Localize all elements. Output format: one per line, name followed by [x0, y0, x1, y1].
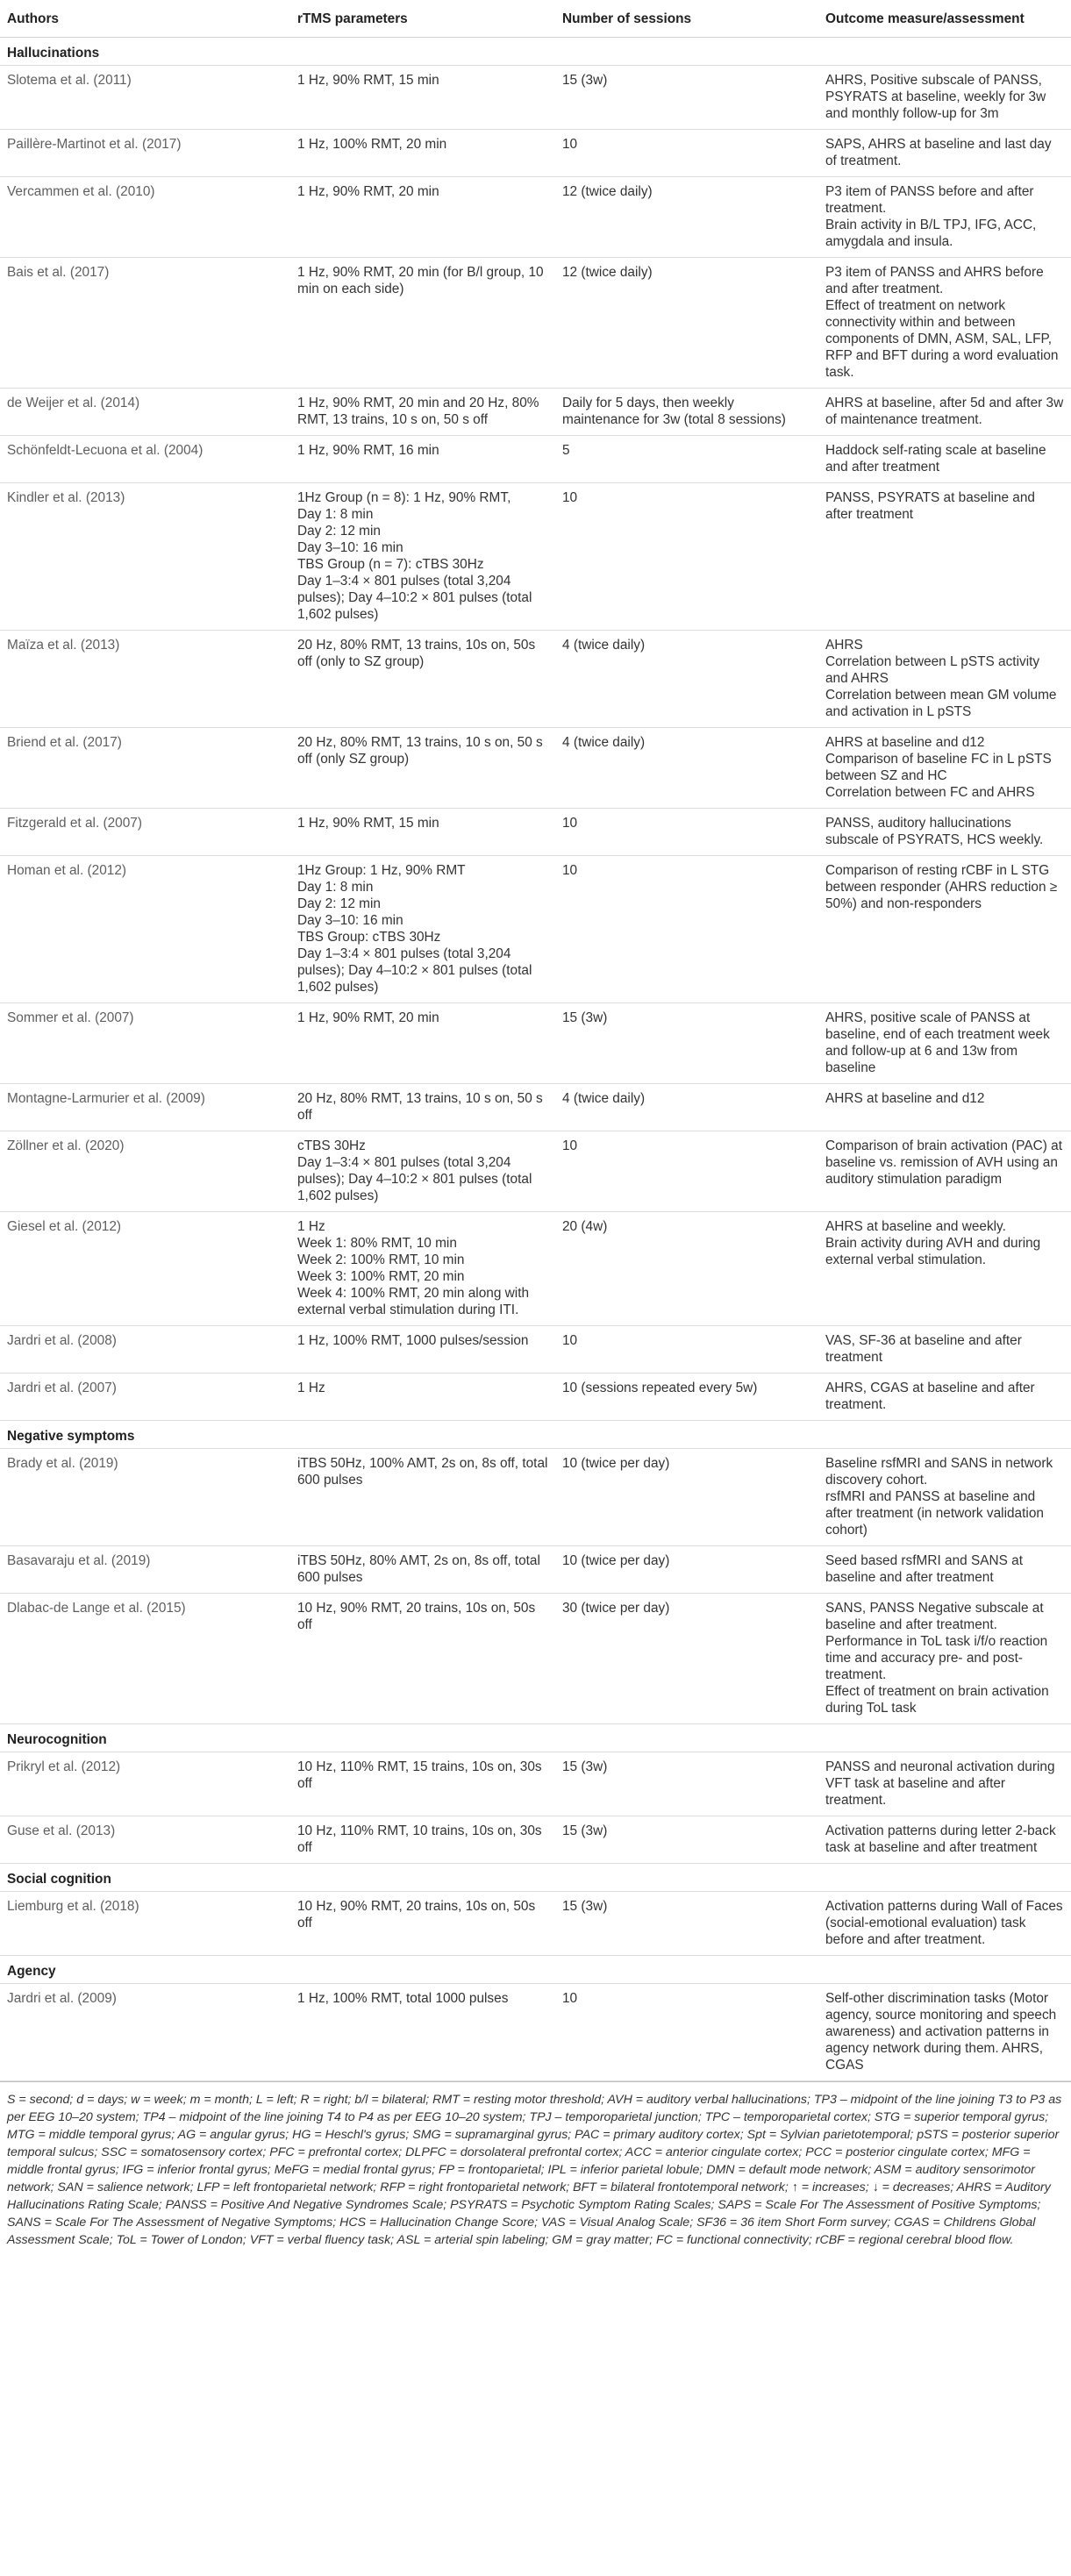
table-row	[0, 177, 1071, 258]
author-cell: Jardri et al. (2008)	[0, 1326, 290, 1374]
outcome-cell: PANSS, PSYRATS at baseline and after treatment	[818, 483, 1071, 631]
author-cell: Maïza et al. (2013)	[0, 631, 290, 728]
rtms-parameters-cell: 1 Hz	[290, 1374, 555, 1421]
rtms-parameters-cell: 1 Hz, 90% RMT, 15 min	[290, 809, 555, 856]
author-cell: Liemburg et al. (2018)	[0, 1892, 290, 1956]
outcome-cell: AHRS at baseline and weekly. Brain activity during AVH and during external verbal stimulation.	[818, 1212, 1071, 1326]
rtms-parameters-cell: 1 Hz, 100% RMT, 20 min	[290, 130, 555, 177]
table-row	[0, 1326, 1071, 1374]
table-row	[0, 1212, 1071, 1326]
sessions-cell: 10 (twice per day)	[555, 1546, 818, 1594]
table-row	[0, 1131, 1071, 1212]
outcome-cell: AHRS, Positive subscale of PANSS, PSYRATS at baseline, weekly for 3w and monthly follow-up for 3m	[818, 66, 1071, 130]
rtms-parameters-cell: iTBS 50Hz, 100% AMT, 2s on, 8s off, total 600 pulses	[290, 1449, 555, 1546]
table-row	[0, 1003, 1071, 1084]
author-cell: Brady et al. (2019)	[0, 1449, 290, 1546]
outcome-cell: SAPS, AHRS at baseline and last day of treatment.	[818, 130, 1071, 177]
outcome-cell: PANSS and neuronal activation during VFT task at baseline and after treatment.	[818, 1752, 1071, 1816]
sessions-cell: 10	[555, 1984, 818, 2081]
author-cell: Slotema et al. (2011)	[0, 66, 290, 130]
rtms-parameters-cell: 10 Hz, 90% RMT, 20 trains, 10s on, 50s off	[290, 1892, 555, 1956]
sessions-cell: 10	[555, 1326, 818, 1374]
table-row	[0, 728, 1071, 809]
section-title: Negative symptoms	[0, 1421, 1071, 1449]
outcome-cell: AHRS at baseline and d12	[818, 1084, 1071, 1131]
rtms-parameters-cell: 10 Hz, 90% RMT, 20 trains, 10s on, 50s off	[290, 1594, 555, 1724]
table-row	[0, 1449, 1071, 1546]
outcome-cell: SANS, PANSS Negative subscale at baseline and after treatment. Performance in ToL task i/f/o reaction time and accuracy pre- and post-treatment. Effect of treatment on brain activation during ToL task	[818, 1594, 1071, 1724]
rtms-parameters-cell: 1 Hz, 100% RMT, total 1000 pulses	[290, 1984, 555, 2081]
section-title: Neurocognition	[0, 1724, 1071, 1752]
table-row	[0, 1374, 1071, 1421]
sessions-cell: 10	[555, 856, 818, 1003]
table-row	[0, 856, 1071, 1003]
sessions-cell: 15 (3w)	[555, 1003, 818, 1084]
sessions-cell: 10	[555, 1131, 818, 1212]
sessions-cell: 20 (4w)	[555, 1212, 818, 1326]
header-outcome-measure: Outcome measure/assessment	[818, 0, 1071, 38]
sessions-cell: 10	[555, 483, 818, 631]
rtms-parameters-cell: 1 Hz, 100% RMT, 1000 pulses/session	[290, 1326, 555, 1374]
author-cell: Schönfeldt-Lecuona et al. (2004)	[0, 436, 290, 483]
table-row	[0, 1546, 1071, 1594]
table-row	[0, 1084, 1071, 1131]
table-row	[0, 1816, 1071, 1864]
header-number-of-sessions: Number of sessions	[555, 0, 818, 38]
outcome-cell: P3 item of PANSS and AHRS before and after treatment. Effect of treatment on network connectivity within and between components of DMN, ASM, SAL, LFP, RFP and BFT during a word evaluation task.	[818, 258, 1071, 389]
sessions-cell: 15 (3w)	[555, 66, 818, 130]
outcome-cell: Self-other discrimination tasks (Motor agency, source monitoring and speech awareness) and activation patterns in agency network during them. AHRS, CGAS	[818, 1984, 1071, 2081]
rtms-parameters-cell: 1 Hz, 90% RMT, 20 min and 20 Hz, 80% RMT, 13 trains, 10 s on, 50 s off	[290, 389, 555, 436]
section-row	[0, 38, 1071, 66]
rtms-parameters-cell: 10 Hz, 110% RMT, 15 trains, 10s on, 30s off	[290, 1752, 555, 1816]
sessions-cell: 30 (twice per day)	[555, 1594, 818, 1724]
author-cell: Briend et al. (2017)	[0, 728, 290, 809]
author-cell: Giesel et al. (2012)	[0, 1212, 290, 1326]
rtms-parameters-cell: 1 Hz, 90% RMT, 20 min (for B/l group, 10 min on each side)	[290, 258, 555, 389]
outcome-cell: PANSS, auditory hallucinations subscale of PSYRATS, HCS weekly.	[818, 809, 1071, 856]
rtms-parameters-cell: cTBS 30Hz Day 1–3:4 × 801 pulses (total 3,204 pulses); Day 4–10:2 × 801 pulses (total 1,602 pulses)	[290, 1131, 555, 1212]
author-cell: de Weijer et al. (2014)	[0, 389, 290, 436]
section-title: Hallucinations	[0, 38, 1071, 66]
sessions-cell: Daily for 5 days, then weekly maintenance for 3w (total 8 sessions)	[555, 389, 818, 436]
section-row	[0, 1956, 1071, 1984]
sessions-cell: 12 (twice daily)	[555, 177, 818, 258]
outcome-cell: AHRS, CGAS at baseline and after treatment.	[818, 1374, 1071, 1421]
table-row	[0, 389, 1071, 436]
author-cell: Vercammen et al. (2010)	[0, 177, 290, 258]
outcome-cell: Haddock self-rating scale at baseline and after treatment	[818, 436, 1071, 483]
table-row	[0, 1594, 1071, 1724]
rtms-parameters-cell: 20 Hz, 80% RMT, 13 trains, 10 s on, 50 s off	[290, 1084, 555, 1131]
author-cell: Kindler et al. (2013)	[0, 483, 290, 631]
table-header	[0, 0, 1071, 38]
table-row	[0, 809, 1071, 856]
table-row	[0, 258, 1071, 389]
sessions-cell: 10	[555, 809, 818, 856]
author-cell: Guse et al. (2013)	[0, 1816, 290, 1864]
table-row	[0, 130, 1071, 177]
section-row	[0, 1724, 1071, 1752]
table-footnote: S = second; d = days; w = week; m = month; L = left; R = right; b/l = bilateral; RMT = resting motor threshold; AVH = auditory verbal hallucinations; TP3 – midpoint of the line joining T3 to P3 as per EEG 10–20 system; TP4 – midpoint of the line joining T4 to P4 as per EEG 10–20 system; TPJ – temporoparietal junction; TPC – temporoparietal cortex; STG = superior temporal gyrus; MTG = middle temporal gyrus; AG = angular gyrus; HG = Heschl's gyrus; SMG = supramarginal gyrus; PAC = primary auditory cortex; Spt = Sylvian parietotemporal; pSTS = posterior superior temporal sulcus; SSC = somatosensory cortex; PFC = prefrontal cortex; DLPFC = dorsolateral prefrontal cortex; ACC = anterior cingulate cortex; PCC = posterior cingulate cortex; MFG = middle frontal gyrus; IFG = inferior frontal gyrus; MeFG = medial frontal gyrus; FP = frontoparietal; IPL = inferior parietal lobule; DMN = default mode network; ASM = auditory sensorimotor network; SAN = salience network; LFP = left frontoparietal network; RFP = right frontoparietal network; BFT = bilateral frontotemporal network; ↑ = increases; ↓ = decreases; AHRS = Auditory Hallucinations Rating Scale; PANSS = Positive And Negative Syndromes Scale; PSYRATS = Psychotic Symptom Rating Scales; SAPS = Scale For The Assessment of Positive Symptoms; SANS = Scale For The Assessment of Negative Symptoms; HCS = Hallucination Change Score; VAS = Visual Analog Scale; SF36 = 36 item Short Form survey; CGAS = Childrens Global Assessment Scale; ToL = Tower of London; VFT = verbal fluency task; ASL = arterial spin labeling; GM = gray matter; FC = functional connectivity; rCBF = regional cerebral blood flow.	[0, 2081, 1071, 2249]
table-row	[0, 436, 1071, 483]
rtms-parameters-cell: 20 Hz, 80% RMT, 13 trains, 10s on, 50s off (only to SZ group)	[290, 631, 555, 728]
author-cell: Jardri et al. (2007)	[0, 1374, 290, 1421]
sessions-cell: 12 (twice daily)	[555, 258, 818, 389]
table-row	[0, 66, 1071, 130]
rtms-parameters-cell: 20 Hz, 80% RMT, 13 trains, 10 s on, 50 s off (only SZ group)	[290, 728, 555, 809]
outcome-cell: Baseline rsfMRI and SANS in network discovery cohort. rsfMRI and PANSS at baseline and after treatment (in network validation cohort)	[818, 1449, 1071, 1546]
author-cell: Zöllner et al. (2020)	[0, 1131, 290, 1212]
sessions-cell: 10	[555, 130, 818, 177]
rtms-parameters-cell: 1Hz Group (n = 8): 1 Hz, 90% RMT, Day 1: 8 min Day 2: 12 min Day 3–10: 16 min TBS Group (n = 7): cTBS 30Hz Day 1–3:4 × 801 pulses (total 3,204 pulses); Day 4–10:2 × 801 pulses (total 1,602 pulses)	[290, 483, 555, 631]
sessions-cell: 15 (3w)	[555, 1752, 818, 1816]
section-row	[0, 1864, 1071, 1892]
author-cell: Sommer et al. (2007)	[0, 1003, 290, 1084]
sessions-cell: 15 (3w)	[555, 1816, 818, 1864]
sessions-cell: 4 (twice daily)	[555, 1084, 818, 1131]
rtms-parameters-cell: 1 Hz, 90% RMT, 20 min	[290, 1003, 555, 1084]
rtms-parameters-cell: 1 Hz, 90% RMT, 20 min	[290, 177, 555, 258]
author-cell: Bais et al. (2017)	[0, 258, 290, 389]
author-cell: Montagne-Larmurier et al. (2009)	[0, 1084, 290, 1131]
header-rtms-parameters: rTMS parameters	[290, 0, 555, 38]
table-body	[0, 38, 1071, 2081]
table-row	[0, 1752, 1071, 1816]
sessions-cell: 15 (3w)	[555, 1892, 818, 1956]
table-row	[0, 483, 1071, 631]
rtms-parameters-cell: 1 Hz Week 1: 80% RMT, 10 min Week 2: 100% RMT, 10 min Week 3: 100% RMT, 20 min Week 4: 100% RMT, 20 min along with external verbal stimulation during ITI.	[290, 1212, 555, 1326]
sessions-cell: 5	[555, 436, 818, 483]
author-cell: Jardri et al. (2009)	[0, 1984, 290, 2081]
outcome-cell: AHRS at baseline, after 5d and after 3w of maintenance treatment.	[818, 389, 1071, 436]
section-title: Social cognition	[0, 1864, 1071, 1892]
sessions-cell: 4 (twice daily)	[555, 728, 818, 809]
outcome-cell: AHRS, positive scale of PANSS at baseline, end of each treatment week and follow-up at 6 and 13w from baseline	[818, 1003, 1071, 1084]
rtms-parameters-cell: iTBS 50Hz, 80% AMT, 2s on, 8s off, total 600 pulses	[290, 1546, 555, 1594]
rtms-parameters-cell: 1 Hz, 90% RMT, 15 min	[290, 66, 555, 130]
outcome-cell: Comparison of resting rCBF in L STG between responder (AHRS reduction ≥ 50%) and non-responders	[818, 856, 1071, 1003]
header-authors: Authors	[0, 0, 290, 38]
rtms-parameters-cell: 1 Hz, 90% RMT, 16 min	[290, 436, 555, 483]
outcome-cell: Activation patterns during letter 2-back task at baseline and after treatment	[818, 1816, 1071, 1864]
sessions-cell: 10 (twice per day)	[555, 1449, 818, 1546]
table-row	[0, 631, 1071, 728]
section-row	[0, 1421, 1071, 1449]
author-cell: Fitzgerald et al. (2007)	[0, 809, 290, 856]
section-title: Agency	[0, 1956, 1071, 1984]
rtms-parameters-cell: 10 Hz, 110% RMT, 10 trains, 10s on, 30s off	[290, 1816, 555, 1864]
sessions-cell: 10 (sessions repeated every 5w)	[555, 1374, 818, 1421]
outcome-cell: P3 item of PANSS before and after treatment. Brain activity in B/L TPJ, IFG, ACC, amygdala and insula.	[818, 177, 1071, 258]
table-row	[0, 1984, 1071, 2081]
author-cell: Paillère-Martinot et al. (2017)	[0, 130, 290, 177]
outcome-cell: Comparison of brain activation (PAC) at baseline vs. remission of AVH using an auditory stimulation paradigm	[818, 1131, 1071, 1212]
outcome-cell: Seed based rsfMRI and SANS at baseline and after treatment	[818, 1546, 1071, 1594]
author-cell: Homan et al. (2012)	[0, 856, 290, 1003]
author-cell: Prikryl et al. (2012)	[0, 1752, 290, 1816]
outcome-cell: AHRS Correlation between L pSTS activity and AHRS Correlation between mean GM volume and activation in L pSTS	[818, 631, 1071, 728]
rtms-parameters-cell: 1Hz Group: 1 Hz, 90% RMT Day 1: 8 min Day 2: 12 min Day 3–10: 16 min TBS Group: cTBS 30Hz Day 1–3:4 × 801 pulses (total 3,204 pulses); Day 4–10:2 × 801 pulses (total 1,602 pulses)	[290, 856, 555, 1003]
sessions-cell: 4 (twice daily)	[555, 631, 818, 728]
table-row	[0, 1892, 1071, 1956]
author-cell: Basavaraju et al. (2019)	[0, 1546, 290, 1594]
outcome-cell: AHRS at baseline and d12 Comparison of baseline FC in L pSTS between SZ and HC Correlation between FC and AHRS	[818, 728, 1071, 809]
header-row	[0, 0, 1071, 38]
author-cell: Dlabac-de Lange et al. (2015)	[0, 1594, 290, 1724]
outcome-cell: Activation patterns during Wall of Faces (social-emotional evaluation) task before and after treatment.	[818, 1892, 1071, 1956]
outcome-cell: VAS, SF-36 at baseline and after treatment	[818, 1326, 1071, 1374]
